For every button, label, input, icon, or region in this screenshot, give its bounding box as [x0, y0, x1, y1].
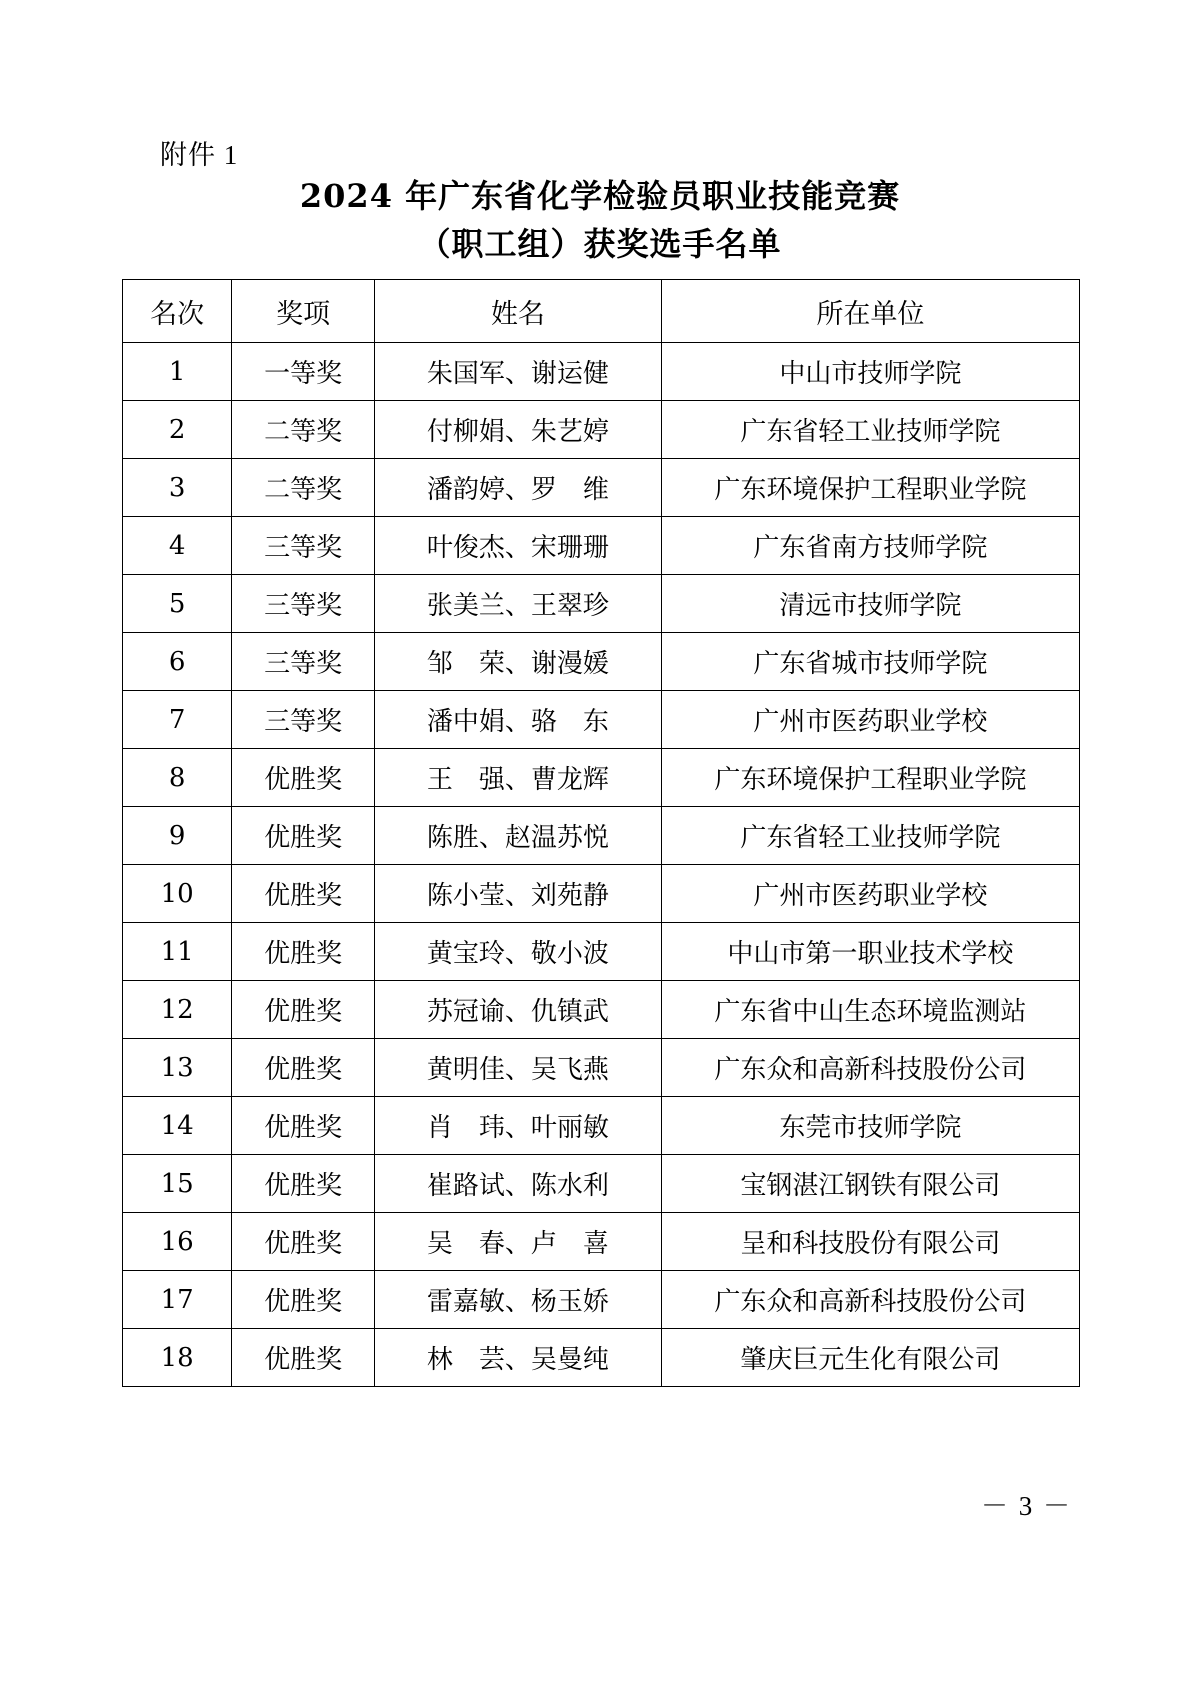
table-row [123, 1213, 1080, 1271]
cell-name: 黄明佳、吴飞燕 [375, 1039, 662, 1097]
cell-name: 陈胜、赵温苏悦 [375, 807, 662, 865]
cell-rank: 4 [123, 517, 232, 575]
cell-award: 二等奖 [232, 401, 375, 459]
cell-name: 潘中娟、骆 东 [375, 691, 662, 749]
cell-award: 优胜奖 [232, 865, 375, 923]
page-number: － 3 － [981, 1491, 1072, 1521]
cell-org: 广东省城市技师学院 [661, 633, 1079, 691]
column-header-org: 所在单位 [661, 280, 1079, 343]
cell-rank: 12 [123, 981, 232, 1039]
page-title [0, 172, 1200, 268]
cell-name: 吴 春、卢 喜 [375, 1213, 662, 1271]
table-row [123, 517, 1080, 575]
table-row [123, 807, 1080, 865]
cell-award: 优胜奖 [232, 1213, 375, 1271]
table-row [123, 923, 1080, 981]
table-row [123, 575, 1080, 633]
cell-rank: 14 [123, 1097, 232, 1155]
cell-org: 广州市医药职业学校 [661, 691, 1079, 749]
table-row [123, 401, 1080, 459]
cell-rank: 2 [123, 401, 232, 459]
cell-name: 肖 玮、叶丽敏 [375, 1097, 662, 1155]
cell-org: 中山市技师学院 [661, 343, 1079, 401]
table-row [123, 1155, 1080, 1213]
cell-award: 三等奖 [232, 691, 375, 749]
table-row [123, 1271, 1080, 1329]
cell-org: 宝钢湛江钢铁有限公司 [661, 1155, 1079, 1213]
cell-award: 三等奖 [232, 575, 375, 633]
cell-rank: 10 [123, 865, 232, 923]
cell-rank: 6 [123, 633, 232, 691]
cell-rank: 13 [123, 1039, 232, 1097]
table-row [123, 691, 1080, 749]
cell-org: 广东众和高新科技股份公司 [661, 1271, 1079, 1329]
cell-award: 优胜奖 [232, 1271, 375, 1329]
cell-rank: 3 [123, 459, 232, 517]
cell-rank: 17 [123, 1271, 232, 1329]
table-row [123, 749, 1080, 807]
cell-award: 优胜奖 [232, 1097, 375, 1155]
cell-org: 东莞市技师学院 [661, 1097, 1079, 1155]
cell-org: 广东省轻工业技师学院 [661, 807, 1079, 865]
cell-rank: 9 [123, 807, 232, 865]
cell-org: 广东环境保护工程职业学院 [661, 749, 1079, 807]
table-row [123, 459, 1080, 517]
cell-award: 三等奖 [232, 633, 375, 691]
cell-name: 叶俊杰、宋珊珊 [375, 517, 662, 575]
cell-org: 清远市技师学院 [661, 575, 1079, 633]
column-header-rank: 名次 [123, 280, 232, 343]
cell-award: 优胜奖 [232, 981, 375, 1039]
table-row [123, 1097, 1080, 1155]
column-header-name: 姓名 [375, 280, 662, 343]
cell-award: 优胜奖 [232, 807, 375, 865]
cell-name: 陈小莹、刘苑静 [375, 865, 662, 923]
cell-name: 付柳娟、朱艺婷 [375, 401, 662, 459]
page-title-line-1: 2024 年广东省化学检验员职业技能竞赛 [299, 177, 901, 215]
cell-rank: 5 [123, 575, 232, 633]
table-row [123, 633, 1080, 691]
cell-rank: 11 [123, 923, 232, 981]
cell-org: 广东环境保护工程职业学院 [661, 459, 1079, 517]
award-winners-table [122, 279, 1080, 1387]
table-row [123, 981, 1080, 1039]
column-header-award: 奖项 [232, 280, 375, 343]
attachment-label: 附件 1 [160, 140, 239, 170]
cell-name: 张美兰、王翠珍 [375, 575, 662, 633]
table-header-row [123, 280, 1080, 343]
cell-org: 广东众和高新科技股份公司 [661, 1039, 1079, 1097]
cell-name: 朱国军、谢运健 [375, 343, 662, 401]
table-row [123, 1039, 1080, 1097]
cell-rank: 18 [123, 1329, 232, 1387]
cell-award: 三等奖 [232, 517, 375, 575]
cell-rank: 16 [123, 1213, 232, 1271]
cell-award: 优胜奖 [232, 923, 375, 981]
cell-name: 崔路试、陈水利 [375, 1155, 662, 1213]
cell-rank: 1 [123, 343, 232, 401]
cell-org: 广东省轻工业技师学院 [661, 401, 1079, 459]
cell-name: 黄宝玲、敬小波 [375, 923, 662, 981]
cell-rank: 7 [123, 691, 232, 749]
table-row [123, 865, 1080, 923]
cell-org: 中山市第一职业技术学校 [661, 923, 1079, 981]
cell-rank: 15 [123, 1155, 232, 1213]
table-row [123, 343, 1080, 401]
cell-award: 优胜奖 [232, 749, 375, 807]
cell-name: 雷嘉敏、杨玉娇 [375, 1271, 662, 1329]
cell-name: 林 芸、吴曼纯 [375, 1329, 662, 1387]
cell-rank: 8 [123, 749, 232, 807]
cell-award: 优胜奖 [232, 1039, 375, 1097]
page-title-line-2: （职工组）获奖选手名单 [418, 225, 782, 263]
cell-award: 优胜奖 [232, 1155, 375, 1213]
cell-org: 广州市医药职业学校 [661, 865, 1079, 923]
cell-award: 优胜奖 [232, 1329, 375, 1387]
cell-name: 潘韵婷、罗 维 [375, 459, 662, 517]
cell-org: 广东省中山生态环境监测站 [661, 981, 1079, 1039]
cell-award: 二等奖 [232, 459, 375, 517]
cell-name: 王 强、曹龙辉 [375, 749, 662, 807]
cell-org: 肇庆巨元生化有限公司 [661, 1329, 1079, 1387]
cell-name: 苏冠谕、仇镇武 [375, 981, 662, 1039]
cell-name: 邹 荣、谢漫媛 [375, 633, 662, 691]
cell-org: 广东省南方技师学院 [661, 517, 1079, 575]
cell-org: 呈和科技股份有限公司 [661, 1213, 1079, 1271]
cell-award: 一等奖 [232, 343, 375, 401]
table-row [123, 1329, 1080, 1387]
